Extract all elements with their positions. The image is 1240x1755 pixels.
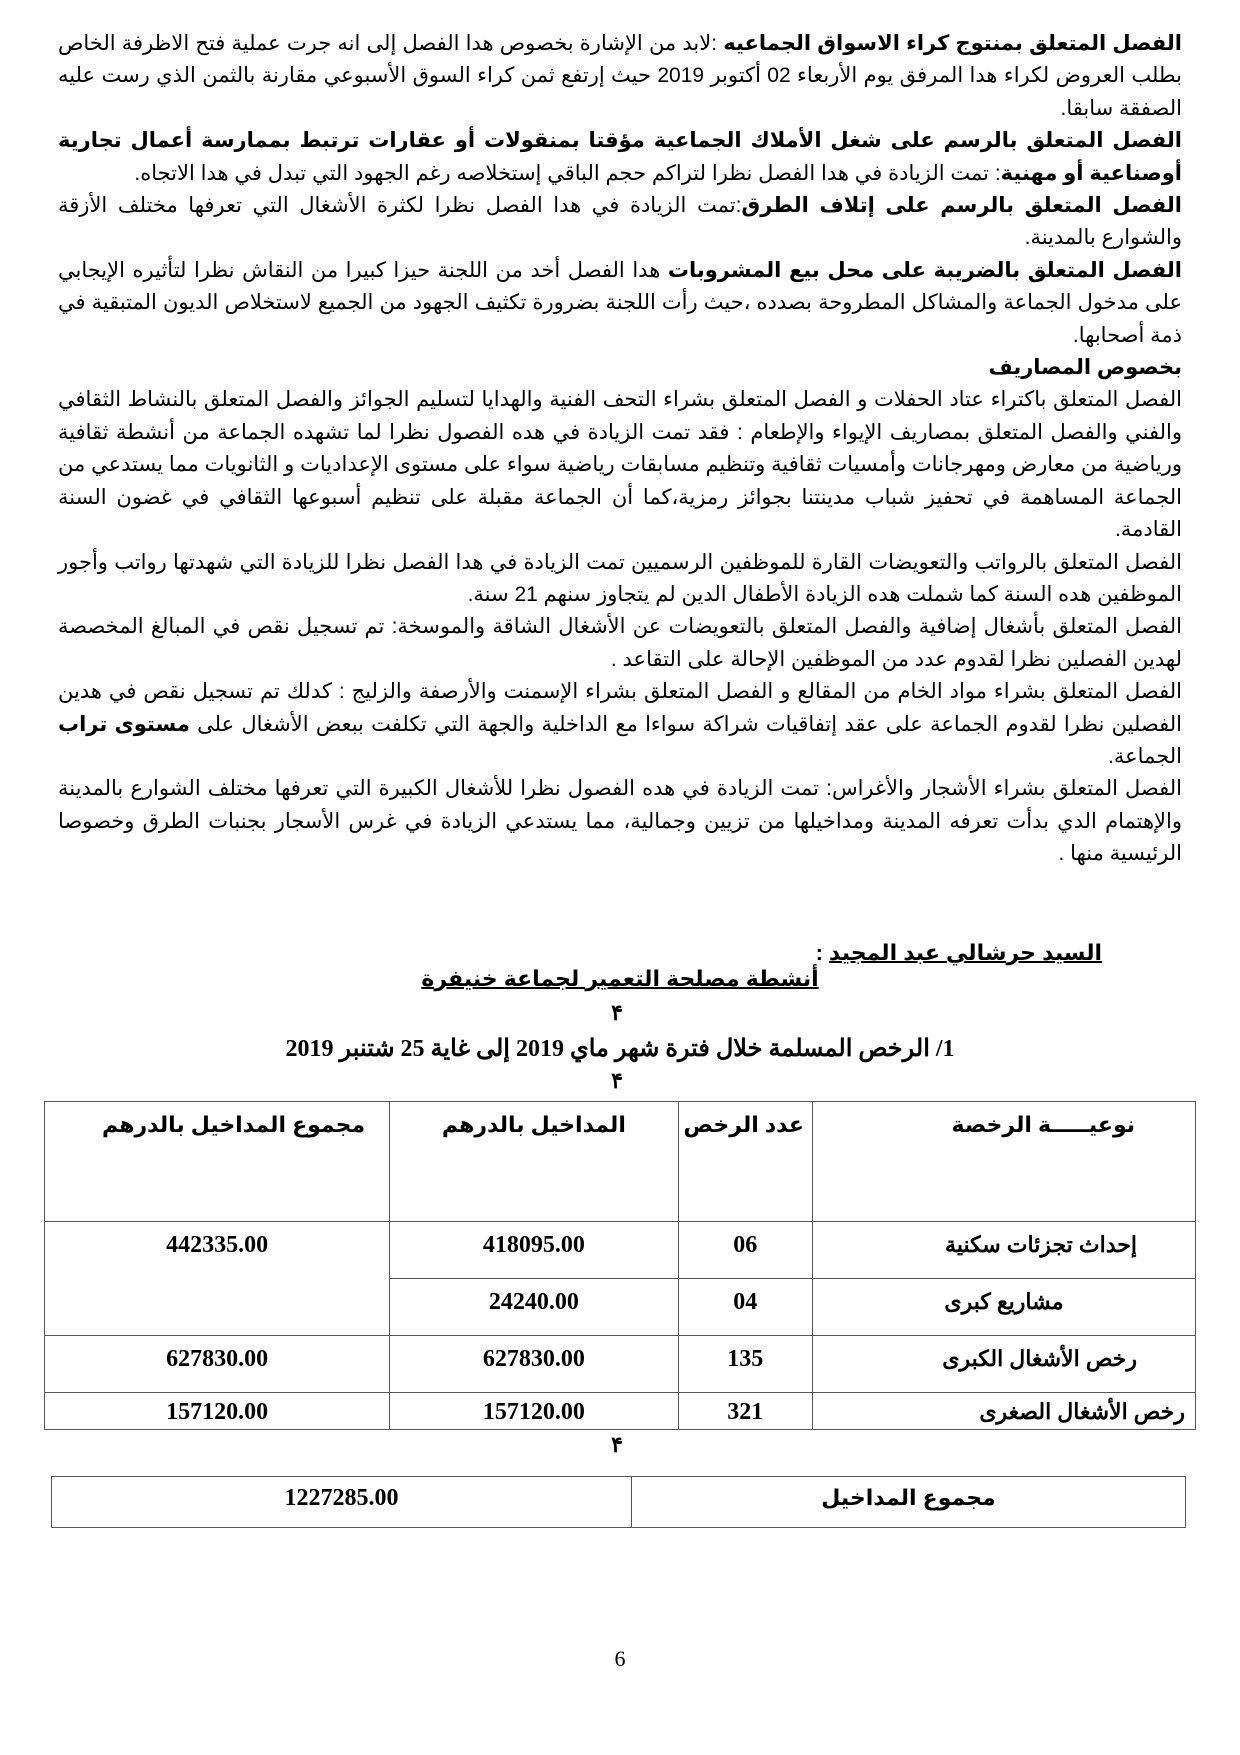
paragraph-salaries <box>58 547 1182 612</box>
total-value: 1227285.00 <box>52 1477 632 1528</box>
page-number: 6 <box>614 1646 626 1671</box>
cell-revenue: 418095.00 <box>390 1222 678 1279</box>
paragraph-heading: الفصل المتعلق بمنتوج كراء الاسواق الجماعيه <box>723 32 1183 55</box>
paragraph-text-tail: الجماعة. <box>1108 744 1182 768</box>
signature <box>816 940 1102 966</box>
paragraph-text: الفصل المتعلق بشراء الأشجار والأغراس: تمت الزيادة في هده الفصول نظرا للأشغال الكبيرة التي تعرفها مختلف الشوارع بالمدينة والإهتمام الدي بدأت تعرفه المدينة ومداخيلها من تزيين وجمالية، مما يستدعي الزيادة في غرس الأسجار بجنبات الطرق وخصوصا الرئيسية منها . <box>58 777 1182 866</box>
separator-mark: ۴ <box>611 1068 623 1093</box>
cell-permit-type: مشاريع كبرى <box>812 1279 1195 1336</box>
paragraph-market-rent <box>58 28 1182 125</box>
separator-mark: ۴ <box>611 1432 623 1457</box>
paragraph-trees <box>58 773 1182 870</box>
cell-permit-type: رخص الأشغال الصغرى <box>812 1393 1195 1430</box>
paragraph-text: الفصل المتعلق باكتراء عتاد الحفلات و الفصل المتعلق بشراء التحف الفنية والهدايا لتسليم الجوائز والفصل المتعلق بالنشاط الثقافي والفني والفصل المتعلق بمصاريف الإيواء والإطعام : فقد تمت الزيادة في هده الفصول نظرا لما تشهده الجماعة من أنشطة ثقافية ورياضية من معارض ومهرجانات وأمسيات ثقافية وتنظيم مسابقات رياضية سواء على مستوى الإعداديات و الثانويات مما يستدعي من الجماعة المساهمة في تحفيز شباب مدينتنا بجوائز رمزية،كما أن الجماعة مقبلة على تنظيم أسبوعها الثقافي في غضون السنة القادمة. <box>58 388 1183 542</box>
table-subtitle: 1/ الرخص المسلمة خلال فترة شهر ماي 2019 إلى غاية 25 شتنبر 2019 <box>285 1036 955 1062</box>
paragraph-text: الفصل المتعلق بشراء مواد الخام من المقالع و الفصل المتعلق بشراء الإسمنت والأرصفة والزليج : كدلك تم تسجيل نقص في هدين الفصلين نظرا لقدوم الجماعة على عقد إتفاقيات شراكة سواءا مع الداخلية والجهة التي تكلفت ببعض الأشغال على <box>58 680 1182 736</box>
paragraph-text: : تمت الزيادة في هدا الفصل نظرا لتراكم حجم الباقي إستخلاصه رغم الجهود التي تبدل في هدا الاتجاه. <box>134 161 1001 185</box>
table-row <box>45 1222 1196 1279</box>
paragraph-emphasis: مستوى تراب <box>58 712 190 736</box>
section-heading: بخصوص المصاريف <box>988 356 1182 380</box>
table-row <box>45 1393 1196 1430</box>
cell-permit-count: 135 <box>678 1336 812 1393</box>
cell-total-revenue: 157120.00 <box>45 1393 390 1430</box>
paragraph-text: :لابد من الإشارة بخصوص هدا الفصل إلى انه جرت عملية فتح الاظرفة الخاص بطلب العروض لكراء هدا المرفق يوم الأربعاء 02 أكتوبر 2019 حيث إرتفع ثمن كراء السوق الأسبوعي مقارنة بالثمن الذي رست عليه الصفقة سابقا. <box>58 32 1182 120</box>
paragraph-heading: الفصل المتعلق بالرسم على شغل الأملاك الجماعية مؤقتا بمنقولات أو عقارات ترتبط بممارسة أعمال تجارية أوصناعية أو مهنية <box>58 129 1182 185</box>
paragraph-text: هدا الفصل أخد من اللجنة حيزا كبيرا من النقاش نظرا لتأثيره الإيجابي على مدخول الجماعة والمشاكل المطروحة بصدده ،حيث رأت اللجنة بضرورة تكثيف الجهود من الجميع لاستخلاص الديون المتبقية في ذمة أصحابها. <box>58 258 1182 347</box>
paragraph-text: الفصل المتعلق بالرواتب والتعويضات القارة للموظفين الرسميين تمت الزيادة في هدا الفصل نظرا للزيادة التي شهدتها رواتب وأجور الموظفين هده السنة كما شملت هده الزيادة الأطفال الدين لم يتجاوز سنهم 21 سنة. <box>58 550 1182 606</box>
paragraph-beverage-tax <box>58 255 1182 352</box>
cell-revenue: 24240.00 <box>390 1279 678 1336</box>
paragraph-overtime <box>58 611 1182 676</box>
total-label: مجموع المداخيل <box>632 1477 1186 1528</box>
header-permit-count: عدد الرخص <box>678 1102 812 1222</box>
paragraph-text: الفصل المتعلق بأشغال إضافية والفصل المتعلق بالتعويضات عن الأشغال الشاقة والموسخة: تم تسجيل نقص في المبالغ المخصصة لهدين الفصلين نظرا لقدوم عدد من الموظفين الإحالة على التقاعد . <box>58 615 1182 671</box>
paragraph-events-expenses <box>58 384 1182 546</box>
table-row <box>45 1336 1196 1393</box>
signature-colon: : <box>815 940 830 965</box>
cell-revenue: 627830.00 <box>390 1336 678 1393</box>
separator-mark: ۴ <box>611 1000 623 1025</box>
header-total-revenue: مجموع المداخيل بالدرهم <box>45 1102 390 1222</box>
paragraph-road-damage-fee <box>58 190 1182 255</box>
expenses-heading <box>58 352 1182 384</box>
permits-table <box>44 1101 1196 1430</box>
header-revenue: المداخيل بالدرهم <box>390 1102 678 1222</box>
cell-permit-count: 04 <box>678 1279 812 1336</box>
cell-permit-count: 321 <box>678 1393 812 1430</box>
cell-total-revenue: 627830.00 <box>45 1336 390 1393</box>
header-permit-type: نوعيـــــة الرخصة <box>812 1102 1195 1222</box>
cell-permit-count: 06 <box>678 1222 812 1279</box>
cell-permit-type: رخص الأشغال الكبرى <box>812 1336 1195 1393</box>
section-title <box>0 966 1240 992</box>
section-title-text: أنشطة مصلحة التعمير لجماعة خنيفرة <box>421 966 819 991</box>
paragraph-heading: الفصل المتعلق بالرسم على إتلاف الطرق <box>741 194 1182 218</box>
cell-revenue: 157120.00 <box>390 1393 678 1430</box>
report-body <box>58 28 1182 871</box>
paragraph-heading: الفصل المتعلق بالضريبة على محل بيع المشروبات <box>667 258 1182 282</box>
paragraph-text: :تمت الزيادة في هدا الفصل نظرا لكثرة الأشغال التي تعرفها مختلف الأزقة والشوارع بالمدينة. <box>58 194 1182 250</box>
table-row <box>52 1477 1186 1528</box>
paragraph-raw-materials <box>58 676 1182 773</box>
cell-permit-type: إحداث تجزئات سكنية <box>812 1222 1195 1279</box>
revenue-total-table <box>51 1476 1186 1528</box>
cell-total-revenue: 442335.00 <box>45 1222 390 1336</box>
paragraph-public-property-fee <box>58 125 1182 190</box>
signatory-name: السيد حرشالي عبد المجيد <box>829 940 1102 965</box>
table-header-row <box>45 1102 1196 1222</box>
